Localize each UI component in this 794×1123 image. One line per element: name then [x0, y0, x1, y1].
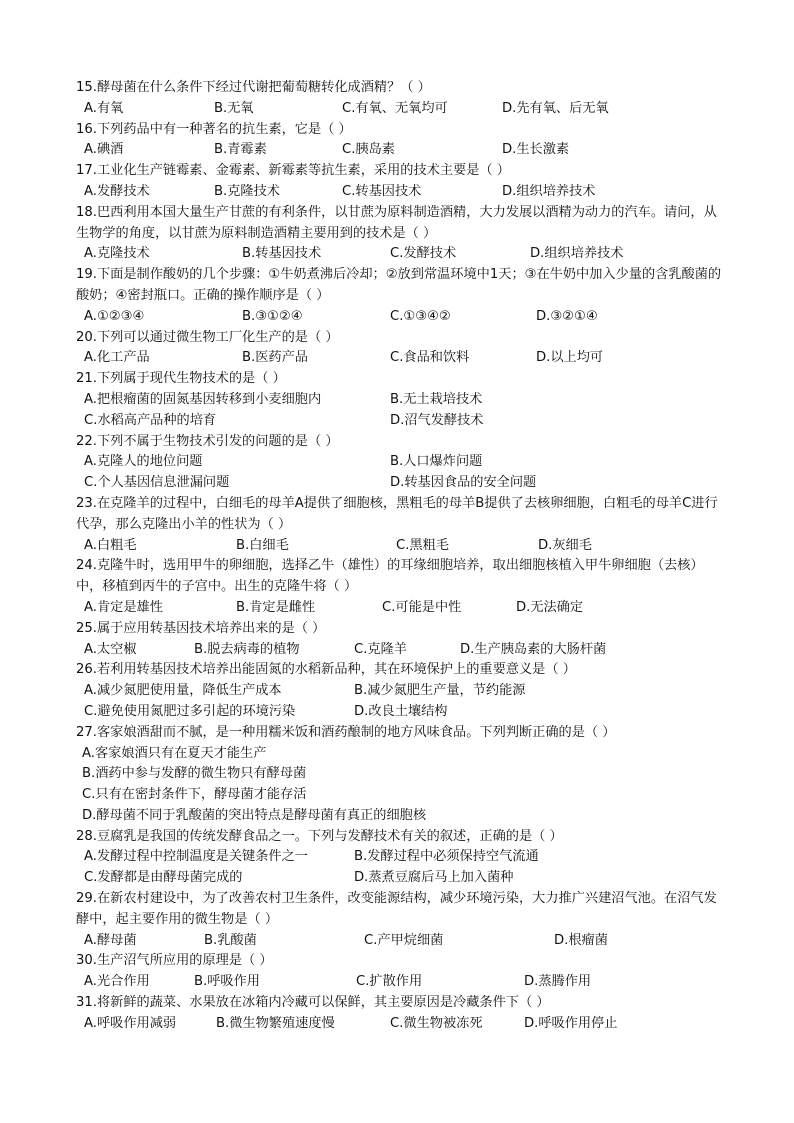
option-a: A.酵母菌: [84, 932, 137, 948]
question-30-stem: 30.生产沼气所应用的原理是（ ）: [76, 953, 273, 969]
option-b: B.无氧: [214, 100, 254, 116]
question-20-stem: 20.下列可以通过微生物工厂化生产的是（ ）: [76, 329, 339, 345]
option-b: B.肯定是雌性: [236, 599, 316, 615]
option-b: B.发酵过程中必须保持空气流通: [354, 849, 539, 865]
question-24-stem: 24.克隆牛时，选用甲牛的卵细胞，选择乙牛（雄性）的耳缘细胞培养，取出细胞核植入甲牛卵细胞（去核）中，移植到丙牛的子宫中。出生的克隆牛将（ ）: [76, 558, 704, 595]
option-b: B.转基因技术: [242, 246, 322, 262]
question-26-options-row1: [76, 681, 726, 702]
option-b: B.乳酸菌: [204, 932, 257, 948]
option-d: D.酵母菌不同于乳酸菌的突出特点是酵母菌有真正的细胞核: [82, 807, 427, 823]
option-b: B.脱去病毒的植物: [194, 641, 300, 657]
option-c: C.发酵都是由酵母菌完成的: [84, 870, 243, 886]
question-31-options: [76, 1014, 726, 1035]
question-31-stem: 31.将新鲜的蔬菜、水果放在冰箱内冷藏可以保鲜，其主要原因是冷藏条件下（ ）: [76, 995, 550, 1011]
option-c: C.黑粗毛: [396, 537, 449, 553]
option-c: C.可能是中性: [382, 599, 462, 615]
option-d: D.生产胰岛素的大肠杆菌: [460, 641, 607, 657]
option-a: A.减少氮肥使用量，降低生产成本: [84, 683, 282, 699]
option-a: A.呼吸作用减弱: [84, 1015, 177, 1031]
option-a: A.光合作用: [84, 974, 150, 990]
option-a: A.化工产品: [84, 350, 150, 366]
option-a: A.肯定是雄性: [84, 599, 163, 615]
option-b: B.青霉素: [214, 142, 267, 158]
question-28-options-row2: [76, 868, 726, 889]
question-21-options-row1: [76, 390, 726, 411]
question-26-options-row2: [76, 702, 726, 723]
question-28-options-row1: [76, 847, 726, 868]
option-c: C.只有在密封条件下，酵母菌才能存活: [82, 787, 307, 803]
option-d: D.组织培养技术: [502, 183, 596, 199]
option-d: D.先有氧、后无氧: [502, 100, 609, 116]
option-c: C.发酵技术: [390, 246, 457, 262]
option-d: D.根瘤菌: [554, 932, 608, 948]
question-27-stem: 27.客家娘酒甜而不腻，是一种用糯米饭和酒药酿制的地方风味食品。下列判断正确的是（ ）: [76, 724, 616, 740]
option-a: A.把根瘤菌的固氮基因转移到小麦细胞内: [84, 391, 322, 407]
option-c: C.微生物被冻死: [390, 1015, 483, 1031]
question-28-stem: 28.豆腐乳是我国的传统发酵食品之一。下列与发酵技术有关的叙述，正确的是（ ）: [76, 828, 563, 844]
option-a: A.碘酒: [84, 142, 124, 158]
option-c: C.转基因技术: [342, 183, 422, 199]
option-a: A.发酵技术: [84, 183, 150, 199]
question-22-options-row1: [76, 452, 726, 473]
option-d: D.生长激素: [502, 142, 570, 158]
question-30-options: [76, 972, 726, 993]
option-b: B.酒药中参与发酵的微生物只有酵母菌: [82, 766, 307, 782]
option-a: A.客家娘酒只有在夏天才能生产: [82, 745, 267, 761]
option-c: C.①③④②: [390, 308, 451, 324]
option-d: D.蒸腾作用: [524, 974, 592, 990]
option-b: B.白细毛: [236, 537, 289, 553]
option-b: B.人口爆炸问题: [390, 454, 483, 470]
option-b: B.呼吸作用: [194, 974, 260, 990]
question-16-options: [76, 140, 726, 161]
option-a: A.白粗毛: [84, 537, 137, 553]
question-21-stem: 21.下列属于现代生物技术的是（ ）: [76, 371, 286, 387]
question-15-stem: 15.酵母菌在什么条件下经过代谢把葡萄糖转化成酒精？（ ）: [76, 80, 431, 95]
option-d: D.沼气发酵技术: [390, 412, 484, 428]
option-a: A.有氧: [84, 100, 124, 116]
option-a: A.克隆技术: [84, 246, 150, 262]
question-16-stem: 16.下列药品中有一种著名的抗生素，它是（ ）: [76, 121, 352, 137]
option-d: D.③②①④: [536, 308, 598, 324]
question-15-options: [76, 99, 726, 120]
option-b: B.③①②④: [242, 308, 303, 324]
option-d: D.组织培养技术: [530, 246, 624, 262]
question-22-stem: 22.下列不属于生物技术引发的问题的是（ ）: [76, 433, 339, 449]
option-c: C.个人基因信息泄漏问题: [84, 475, 230, 491]
question-17-options: [76, 182, 726, 203]
question-sheet: [76, 78, 726, 1035]
question-21-options-row2: [76, 411, 726, 432]
option-a: A.①②③④: [84, 308, 145, 324]
question-23-stem: 23.在克隆羊的过程中，白细毛的母羊A提供了细胞核，黑粗毛的母羊B提供了去核卵细胞，白粗毛的母羊C进行代孕，那么克隆出小羊的性状为（ ）: [76, 495, 718, 532]
option-b: B.克隆技术: [214, 183, 280, 199]
question-20-options: [76, 348, 726, 369]
option-d: D.灰细毛: [538, 537, 592, 553]
option-d: D.改良土壤结构: [354, 703, 448, 719]
option-b: B.无土栽培技术: [390, 391, 483, 407]
question-27-options: [76, 744, 726, 827]
option-c: C.胰岛素: [342, 142, 395, 158]
option-c: C.产甲烷细菌: [364, 932, 444, 948]
option-c: C.水稻高产品种的培育: [84, 412, 217, 428]
option-d: D.蒸煮豆腐后马上加入菌种: [354, 870, 514, 886]
option-c: C.克隆羊: [354, 641, 407, 657]
question-22-options-row2: [76, 473, 726, 494]
question-17-stem: 17.工业化生产链霉素、金霉素、新霉素等抗生素，采用的技术主要是（ ）: [76, 163, 510, 179]
question-23-options: [76, 536, 726, 557]
option-b: B.减少氮肥生产量，节约能源: [354, 683, 526, 699]
option-b: B.医药产品: [242, 350, 308, 366]
question-29-options: [76, 931, 726, 952]
option-d: D.以上均可: [536, 350, 604, 366]
option-a: A.克隆人的地位问题: [84, 454, 203, 470]
question-25-stem: 25.属于应用转基因技术培养出来的是（ ）: [76, 620, 326, 636]
option-a: A.发酵过程中控制温度是关键条件之一: [84, 849, 308, 865]
option-d: D.转基因食品的安全问题: [390, 475, 537, 491]
question-18-stem: 18.巴西利用本国大量生产甘蔗的有利条件，以甘蔗为原料制造酒精，大力发展以酒精为动力的汽车。请问，从生物学的角度，以甘蔗为原料制造酒精主要用到的技术是（ ）: [76, 204, 717, 241]
option-d: D.呼吸作用停止: [524, 1015, 618, 1031]
option-c: C.有氧、无氧均可: [342, 100, 448, 116]
question-25-options: [76, 640, 726, 661]
option-c: C.避免使用氮肥过多引起的环境污染: [84, 703, 296, 719]
option-a: A.太空椒: [84, 641, 137, 657]
question-24-options: [76, 598, 726, 619]
option-c: C.扩散作用: [356, 974, 423, 990]
option-b: B.微生物繁殖速度慢: [216, 1015, 335, 1031]
question-19-stem: 19.下面是制作酸奶的几个步骤：①牛奶煮沸后冷却；②放到常温环境中1天；③在牛奶中加入少量的含乳酸菌的酸奶；④密封瓶口。正确的操作顺序是（ ）: [76, 267, 722, 303]
question-26-stem: 26.若利用转基因技术培养出能固氮的水稻新品种，其在环境保护上的重要意义是（ ）: [76, 662, 576, 678]
option-d: D.无法确定: [516, 599, 584, 615]
question-29-stem: 29.在新农村建设中，为了改善农村卫生条件，改变能源结构，减少环境污染，大力推广兴建沼气池。在沼气发酵中，起主要作用的微生物是（ ）: [76, 891, 717, 927]
question-19-options: [76, 307, 726, 328]
question-18-options: [76, 244, 726, 265]
option-c: C.食品和饮料: [390, 350, 470, 366]
